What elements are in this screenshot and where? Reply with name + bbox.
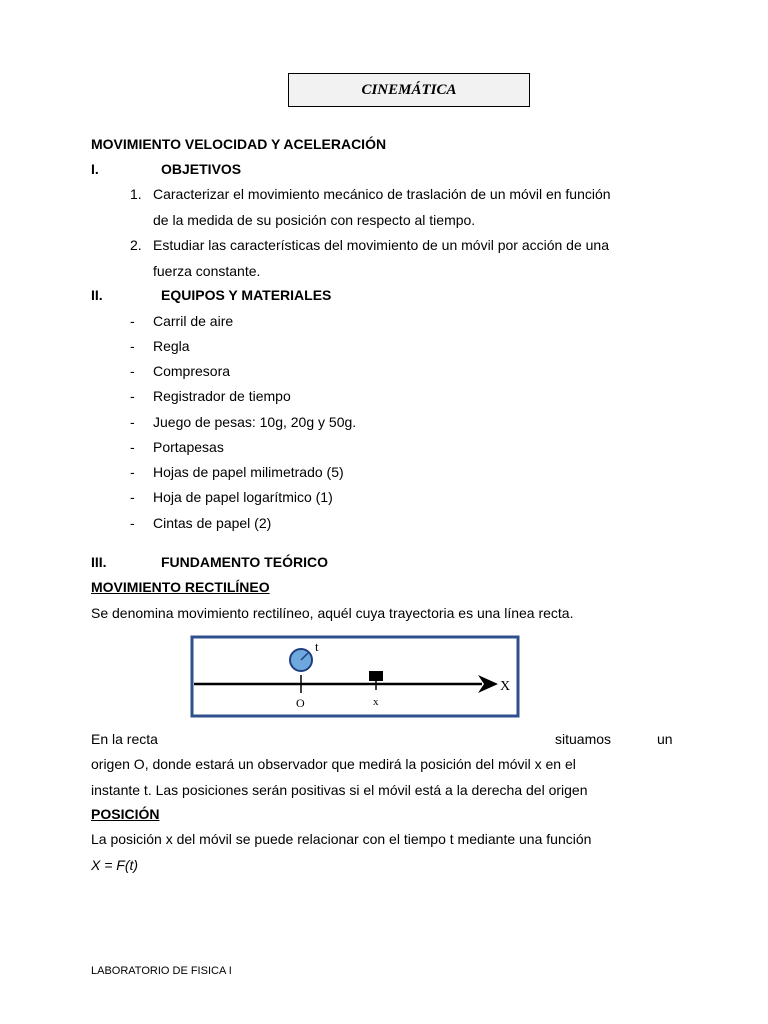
bullet-9: - xyxy=(130,515,135,531)
objective-1-line-2: de la medida de su posición con respecto al tiempo. xyxy=(153,212,476,228)
material-item-3: Compresora xyxy=(153,363,231,379)
objective-2-line-2: fuerza constante. xyxy=(153,263,261,279)
paragraph-line-2: origen O, donde estará un observador que medirá la posición del móvil x en el xyxy=(91,756,576,772)
material-item-9: Cintas de papel (2) xyxy=(153,515,272,531)
objective-1-line-1 xyxy=(153,186,675,203)
document-title-box xyxy=(288,73,530,107)
objective-2-line-1: Estudiar las características del movimiento de un móvil por acción de una xyxy=(153,237,609,253)
objective-1-number: 1. xyxy=(130,186,142,202)
paragraph-line-3: instante t. Las posiciones serán positivas si el móvil está a la derecha del origen xyxy=(91,782,588,798)
page-footer: LABORATORIO DE FISICA I xyxy=(91,965,232,977)
bullet-2: - xyxy=(130,338,135,354)
bullet-1: - xyxy=(130,313,135,329)
material-item-4: Registrador de tiempo xyxy=(153,388,291,404)
subheading-position: POSICIÓN xyxy=(91,806,160,822)
paragraph-line-1-start: En la recta xyxy=(91,731,158,747)
rectilinear-motion-figure xyxy=(190,635,530,719)
section-2-number: II. xyxy=(91,287,103,303)
bullet-3: - xyxy=(130,363,135,379)
bullet-4: - xyxy=(130,388,135,404)
material-item-5: Juego de pesas: 10g, 20g y 50g. xyxy=(153,414,357,430)
document-title: CINEMÁTICA xyxy=(361,81,457,98)
section-1-number: I. xyxy=(91,161,99,177)
main-heading: MOVIMIENTO VELOCIDAD Y ACELERACIÓN xyxy=(91,136,387,152)
material-item-1: Carril de aire xyxy=(153,313,234,329)
section-1-title: OBJETIVOS xyxy=(161,161,242,177)
section-3-number: III. xyxy=(91,554,107,570)
bullet-5: - xyxy=(130,414,135,430)
position-formula: X = F(t) xyxy=(91,857,139,873)
material-item-2: Regla xyxy=(153,338,190,354)
axis-label-x: X xyxy=(500,679,511,694)
material-item-7: Hojas de papel milimetrado (5) xyxy=(153,464,344,480)
mobile-cart xyxy=(369,671,383,681)
paragraph-line-1-end: un xyxy=(657,731,673,747)
bullet-6: - xyxy=(130,439,135,455)
section-2-title: EQUIPOS Y MATERIALES xyxy=(161,287,332,303)
position-label: x xyxy=(373,696,379,708)
objective-2-number: 2. xyxy=(130,237,142,253)
material-item-6: Portapesas xyxy=(153,439,224,455)
paragraph-line-1-mid: situamos xyxy=(555,731,612,747)
time-label: t xyxy=(315,639,319,654)
figure-frame xyxy=(192,637,518,716)
section-3-title: FUNDAMENTO TEÓRICO xyxy=(161,554,328,570)
bullet-8: - xyxy=(130,489,135,505)
rectilinear-definition: Se denomina movimiento rectilíneo, aquél cuya trayectoria es una línea recta. xyxy=(91,605,574,621)
bullet-7: - xyxy=(130,464,135,480)
material-item-8: Hoja de papel logarítmico (1) xyxy=(153,489,333,505)
objective-1-text: Caracterizar el movimiento mecánico de traslación de un móvil en función xyxy=(153,186,611,202)
origin-label: O xyxy=(296,696,305,710)
subheading-rectilinear: MOVIMIENTO RECTILÍNEO xyxy=(91,579,270,595)
position-sentence: La posición x del móvil se puede relacionar con el tiempo t mediante una función xyxy=(91,831,592,847)
